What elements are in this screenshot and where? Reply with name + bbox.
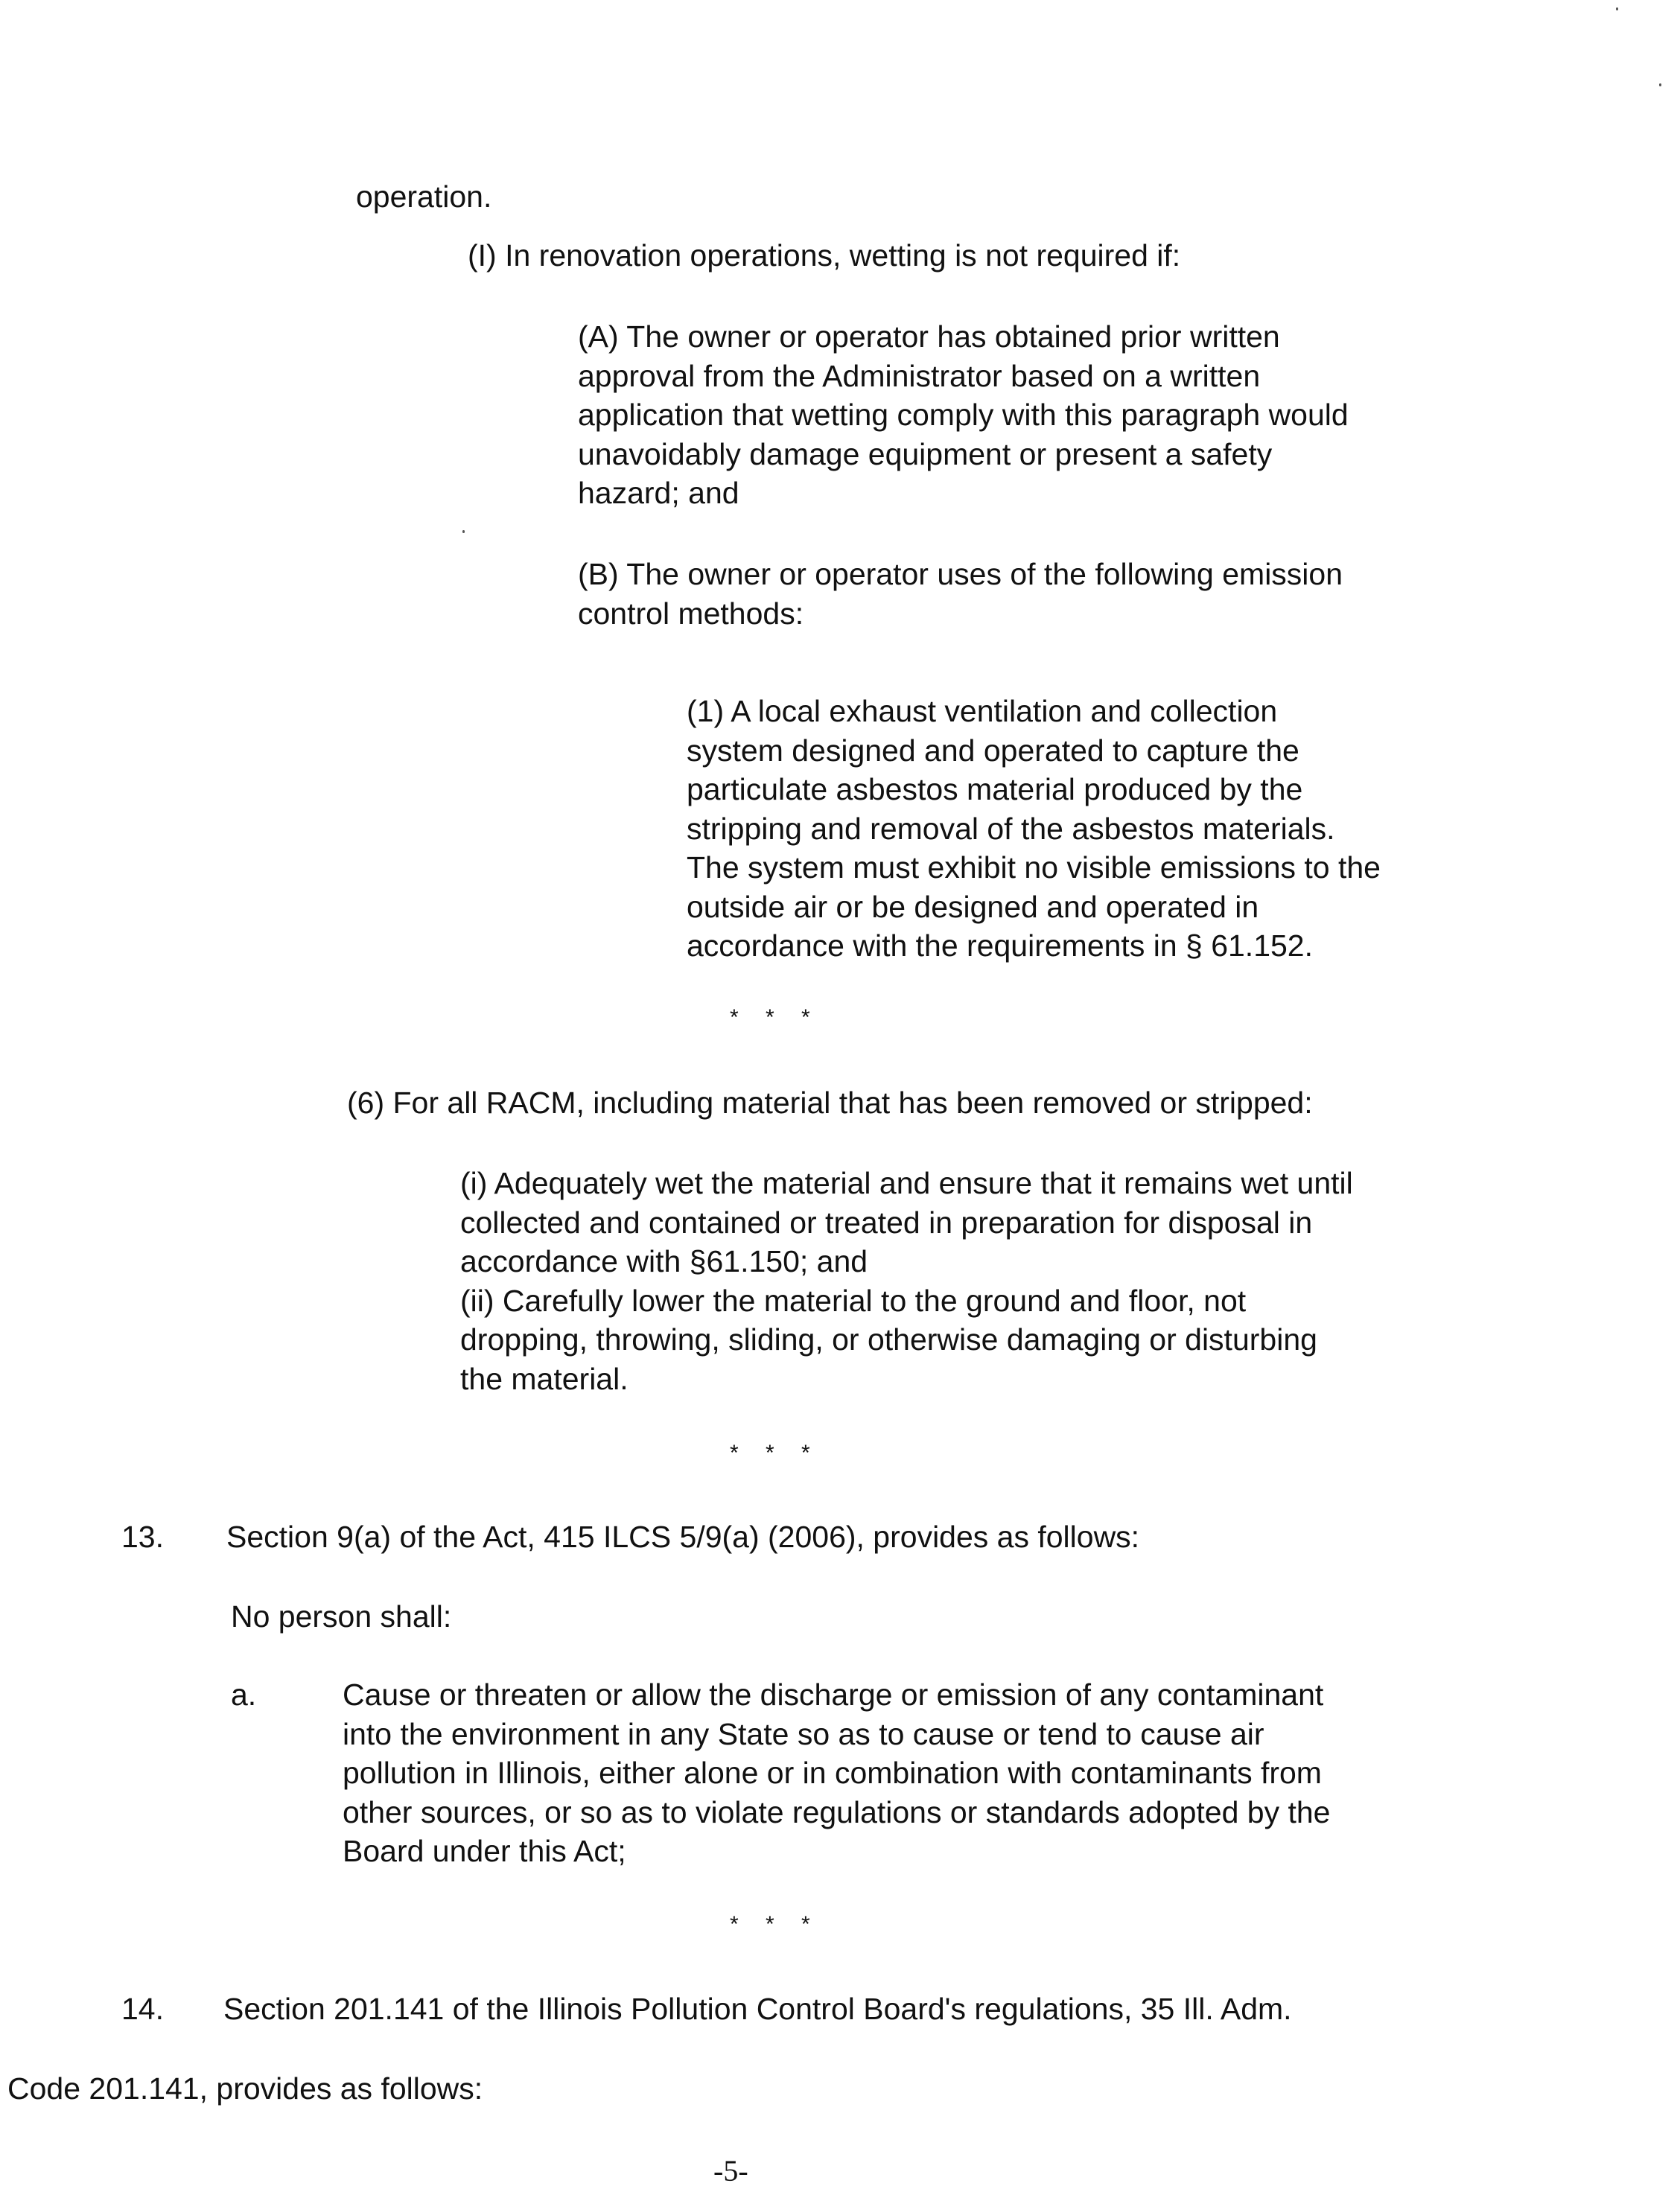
item-a-line: pollution in Illinois, either alone or in combination with contaminants from xyxy=(343,1756,1322,1790)
ellipsis-stars: * * * xyxy=(730,1441,821,1465)
clause-6-line: accordance with §61.150; and xyxy=(460,1244,868,1278)
item-label: a. xyxy=(231,1678,257,1712)
scan-speck xyxy=(462,530,465,533)
paragraph-14-text: Section 201.141 of the Illinois Pollution Control Board's regulations, 35 Ill. Adm. xyxy=(223,1992,1292,2026)
scan-speck xyxy=(1659,83,1661,86)
clause-1-line: accordance with the requirements in § 61.152. xyxy=(687,928,1314,963)
clause-b-line: control methods: xyxy=(578,596,804,631)
clause-6-line: the material. xyxy=(460,1361,629,1396)
clause-1-line: (1) A local exhaust ventilation and collection xyxy=(687,694,1278,728)
clause-6-line: dropping, throwing, sliding, or otherwise damaging or disturbing xyxy=(460,1322,1317,1357)
clause-a-line: (A) The owner or operator has obtained prior written xyxy=(578,319,1280,354)
paragraph-13-text: Section 9(a) of the Act, 415 ILCS 5/9(a) (2006), provides as follows: xyxy=(226,1520,1140,1554)
clause-l-heading: (I) In renovation operations, wetting is not required if: xyxy=(468,238,1181,273)
clause-a xyxy=(578,317,1349,513)
item-a-line: into the environment in any State so as to cause or tend to cause air xyxy=(343,1716,1264,1751)
clause-6-heading: (6) For all RACM, including material that has been removed or stripped: xyxy=(347,1086,1313,1120)
scan-speck xyxy=(1616,7,1618,10)
clause-a-line: approval from the Administrator based on a written xyxy=(578,358,1261,393)
clause-1-line: outside air or be designed and operated in xyxy=(687,889,1259,924)
ellipsis-stars: * * * xyxy=(730,1912,821,1937)
clause-b xyxy=(578,555,1343,633)
clause-6-line: collected and contained or treated in preparation for disposal in xyxy=(460,1205,1313,1240)
clause-1-line: particulate asbestos material produced by the xyxy=(687,772,1303,806)
paragraph-14-continuation: Code 201.141, provides as follows: xyxy=(7,2071,483,2106)
clause-6-line: (i) Adequately wet the material and ensure that it remains wet until xyxy=(460,1166,1353,1200)
paragraph-number: 14. xyxy=(121,1992,164,2026)
ellipsis-stars: * * * xyxy=(730,1005,821,1030)
clause-1-line: The system must exhibit no visible emissions to the xyxy=(687,850,1381,885)
clause-a-line: hazard; and xyxy=(578,476,739,510)
item-a-line: Board under this Act; xyxy=(343,1834,626,1868)
clause-6-line: (ii) Carefully lower the material to the ground and floor, not xyxy=(460,1283,1247,1318)
clause-a-line: application that wetting comply with this paragraph would xyxy=(578,398,1349,432)
clause-b-line: (B) The owner or operator uses of the following emission xyxy=(578,557,1343,591)
clause-1-line: stripping and removal of the asbestos materials. xyxy=(687,811,1335,846)
clause-1 xyxy=(687,692,1381,966)
item-a-line: Cause or threaten or allow the discharge or emission of any contaminant xyxy=(343,1678,1324,1712)
clause-6-body xyxy=(460,1164,1353,1398)
item-a-line: other sources, or so as to violate regulations or standards adopted by the xyxy=(343,1794,1331,1829)
item-a-body xyxy=(343,1675,1330,1871)
paragraph-13-intro: No person shall: xyxy=(231,1599,452,1634)
continuation-text: operation. xyxy=(356,179,492,214)
paragraph-number: 13. xyxy=(121,1520,164,1554)
clause-a-line: unavoidably damage equipment or present a safety xyxy=(578,436,1273,471)
clause-1-line: system designed and operated to capture the xyxy=(687,733,1299,768)
page-number: -5- xyxy=(713,2154,748,2188)
